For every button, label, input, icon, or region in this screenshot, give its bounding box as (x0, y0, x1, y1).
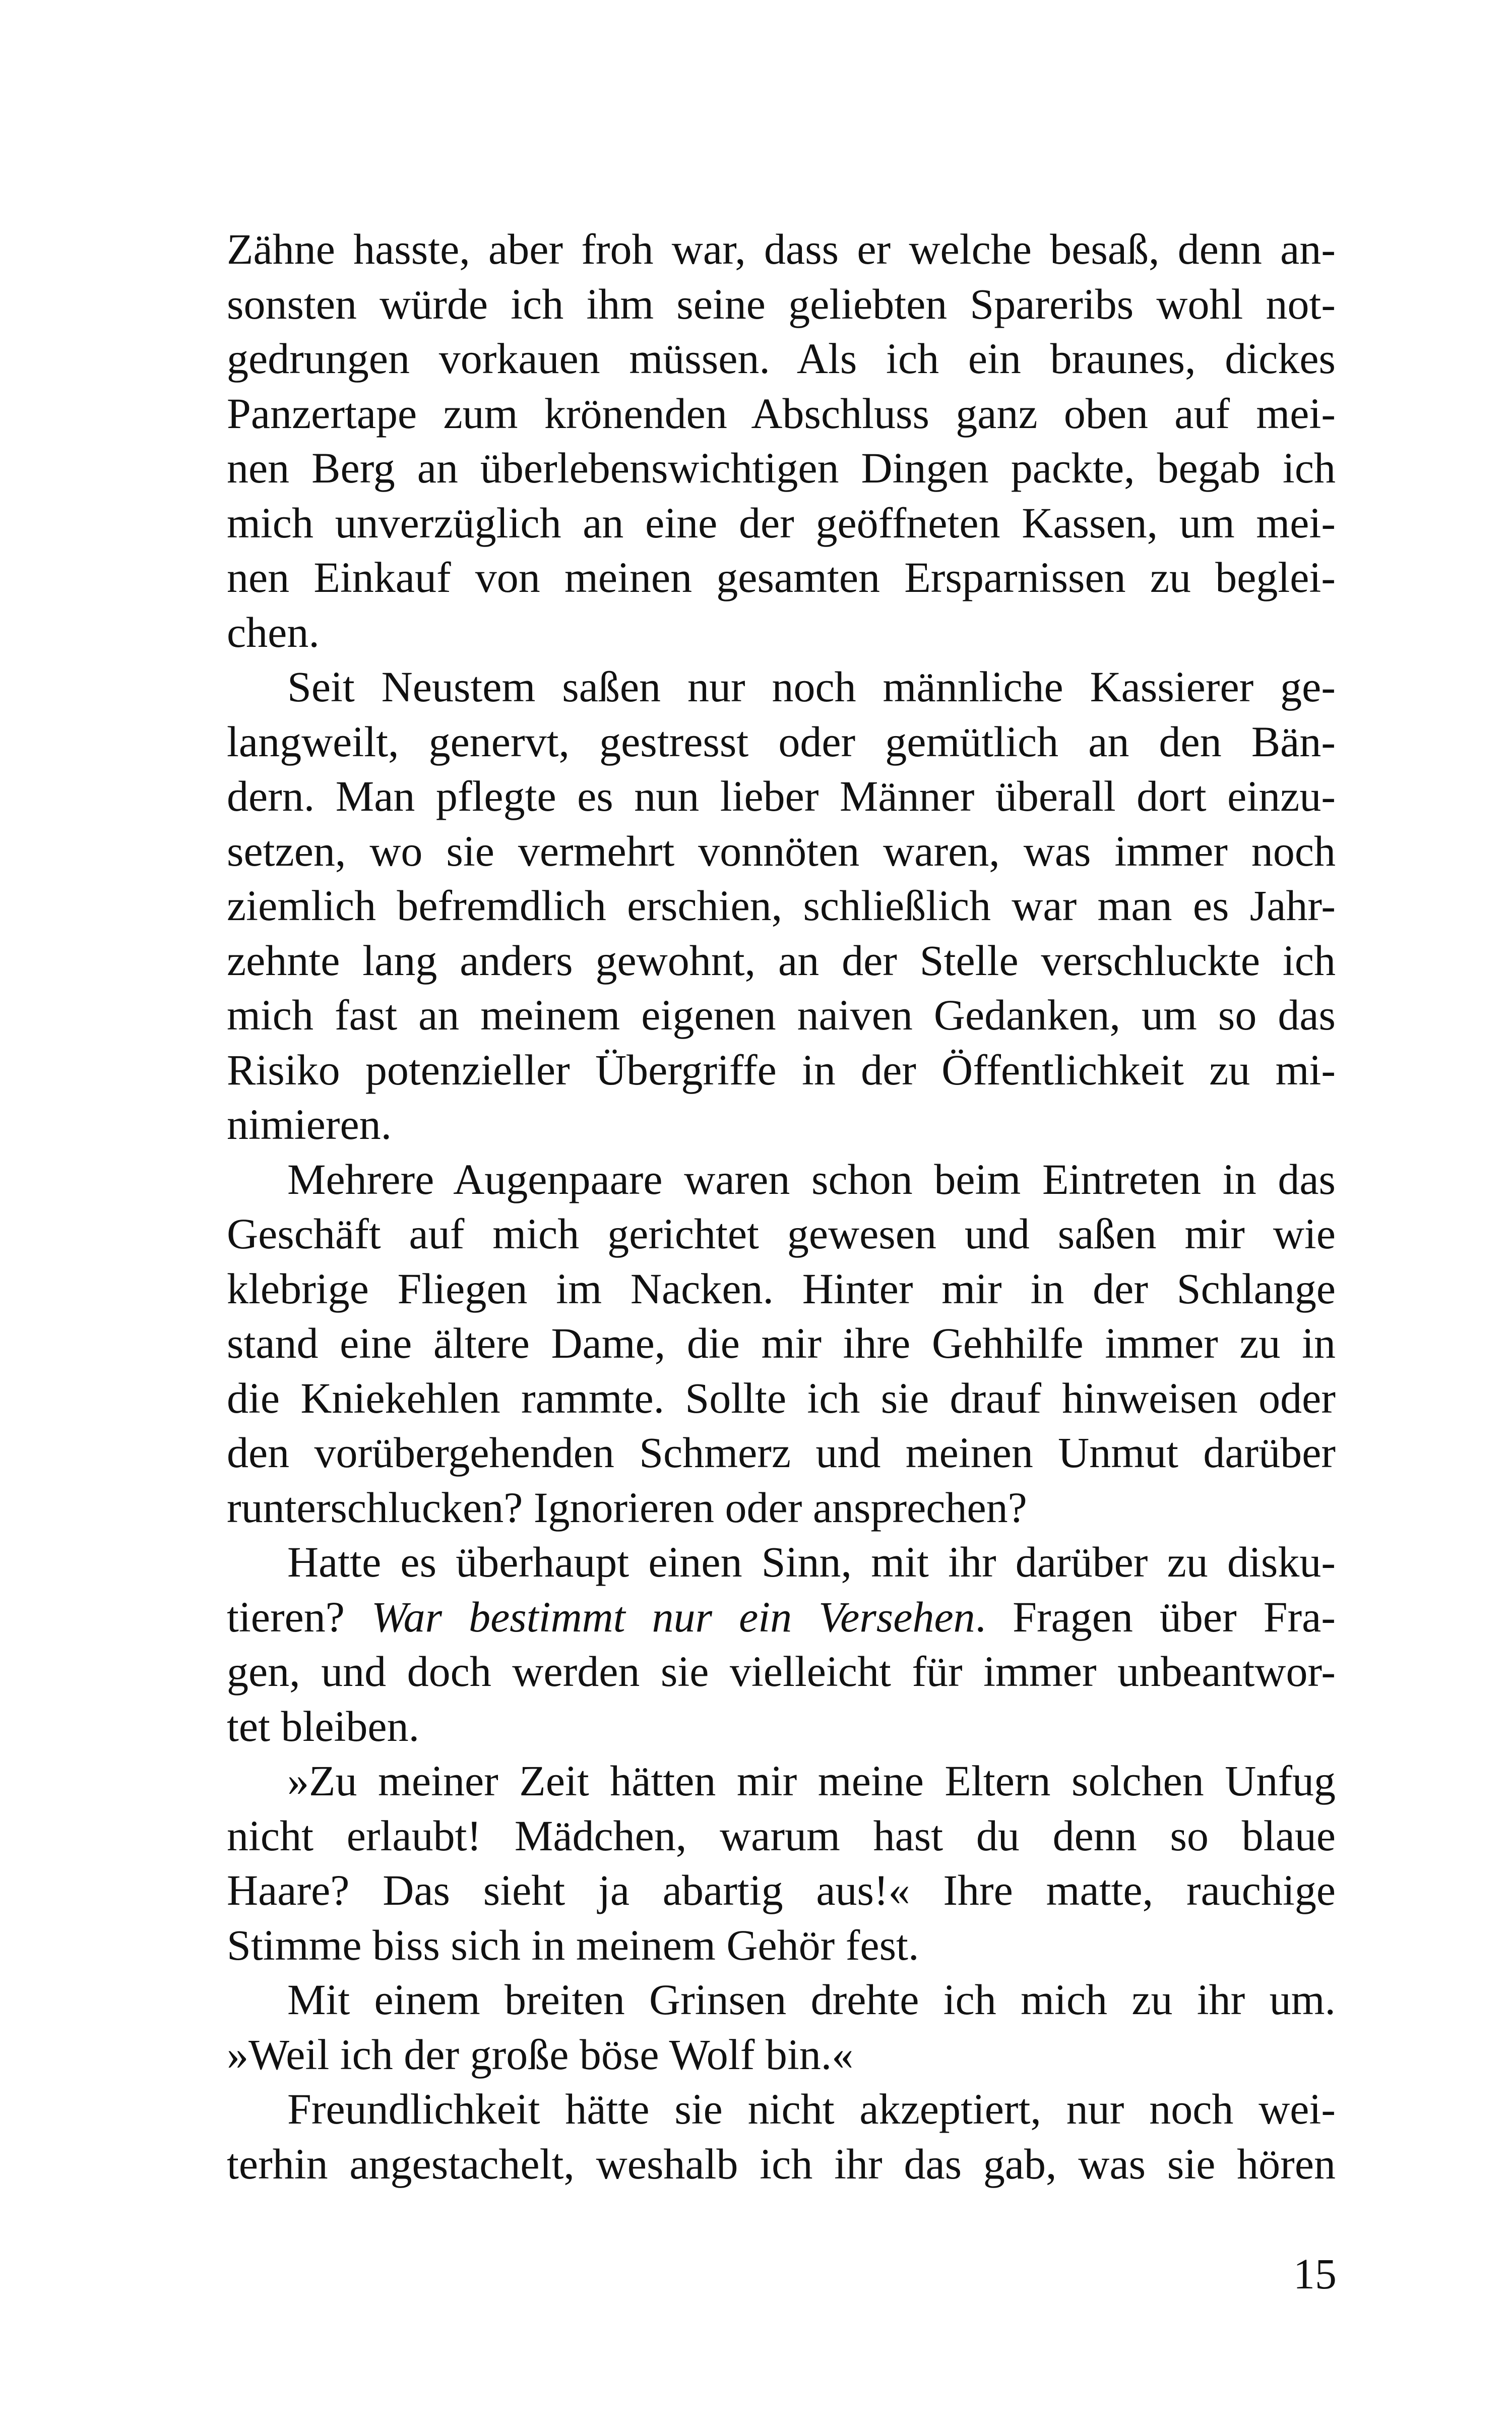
text-line: nen Berg an überlebenswichtigen Dingen packte, begab ich (227, 444, 1336, 492)
text-line: Haare? Das sieht ja abartig aus!« Ihre matte, rauchige (227, 1866, 1336, 1914)
text-line: nicht erlaubt! Mädchen, warum hast du denn so blaue (227, 1811, 1336, 1860)
text-line: den vorübergehenden Schmerz und meinen Unmut darüber (227, 1428, 1336, 1477)
text-line: Panzertape zum krönenden Abschluss ganz oben auf mei- (227, 389, 1336, 438)
text-line: tet bleiben. (227, 1702, 420, 1750)
text-line: »Zu meiner Zeit hätten mir meine Eltern solchen Unfug (287, 1757, 1336, 1805)
text-line: gedrungen vorkauen müssen. Als ich ein braunes, dickes (227, 334, 1336, 383)
body-text (227, 222, 1336, 2191)
text-line (227, 1590, 1336, 1645)
text-line: langweilt, genervt, gestresst oder gemütlich an den Bän- (227, 717, 1336, 766)
italic-phrase: War bestimmt nur ein Versehen (371, 1592, 975, 1641)
text-line: stand eine ältere Dame, die mir ihre Gehhilfe immer zu in (227, 1319, 1336, 1367)
text-line: Risiko potenzieller Übergriffe in der Öffentlichkeit zu mi- (227, 1045, 1336, 1094)
text-line: runterschlucken? Ignorieren oder ansprechen? (227, 1483, 1027, 1532)
text-line: klebrige Fliegen im Nacken. Hinter mir in der Schlange (227, 1264, 1336, 1313)
text-line: dern. Man pflegte es nun lieber Männer überall dort einzu- (227, 772, 1336, 820)
text-line: nen Einkauf von meinen gesamten Ersparnissen zu beglei- (227, 553, 1336, 601)
text-line: chen. (227, 608, 320, 656)
text-line: Stimme biss sich in meinem Gehör fest. (227, 1920, 919, 1969)
text-line: mich unverzüglich an eine der geöffneten Kassen, um mei- (227, 498, 1336, 547)
text-line: »Weil ich der große böse Wolf bin.« (227, 2030, 854, 2079)
text-line: Seit Neustem saßen nur noch männliche Kassierer ge- (287, 662, 1336, 711)
page-number: 15 (1293, 2250, 1337, 2298)
text-line: nimieren. (227, 1100, 392, 1148)
text-line: terhin angestachelt, weshalb ich ihr das gab, was sie hören (227, 2139, 1336, 2188)
text-line: die Kniekehlen rammte. Sollte ich sie drauf hinweisen oder (227, 1373, 1336, 1422)
text-line: sonsten würde ich ihm seine geliebten Spareribs wohl not- (227, 279, 1336, 328)
text-line: Geschäft auf mich gerichtet gewesen und saßen mir wie (227, 1209, 1336, 1258)
text-segment: tieren? (227, 1592, 371, 1641)
text-line: Zähne hasste, aber froh war, dass er welche besaß, denn an- (227, 225, 1336, 273)
text-line: Freundlichkeit hätte sie nicht akzeptiert, nur noch wei- (287, 2085, 1336, 2133)
text-line: Mehrere Augenpaare waren schon beim Eintreten in das (287, 1155, 1336, 1203)
text-line: ziemlich befremdlich erschien, schließlich war man es Jahr- (227, 881, 1336, 930)
text-line: gen, und doch werden sie vielleicht für immer unbeantwor- (227, 1647, 1336, 1696)
text-line: setzen, wo sie vermehrt vonnöten waren, was immer noch (227, 826, 1336, 875)
text-line: mich fast an meinem eigenen naiven Gedanken, um so das (227, 991, 1336, 1039)
text-line: Hatte es überhaupt einen Sinn, mit ihr darüber zu disku- (287, 1538, 1336, 1586)
text-line: Mit einem breiten Grinsen drehte ich mich zu ihr um. (287, 1975, 1336, 2024)
text-line: zehnte lang anders gewohnt, an der Stelle verschluckte ich (227, 936, 1336, 985)
text-segment: . Fragen über Fra- (975, 1592, 1336, 1641)
